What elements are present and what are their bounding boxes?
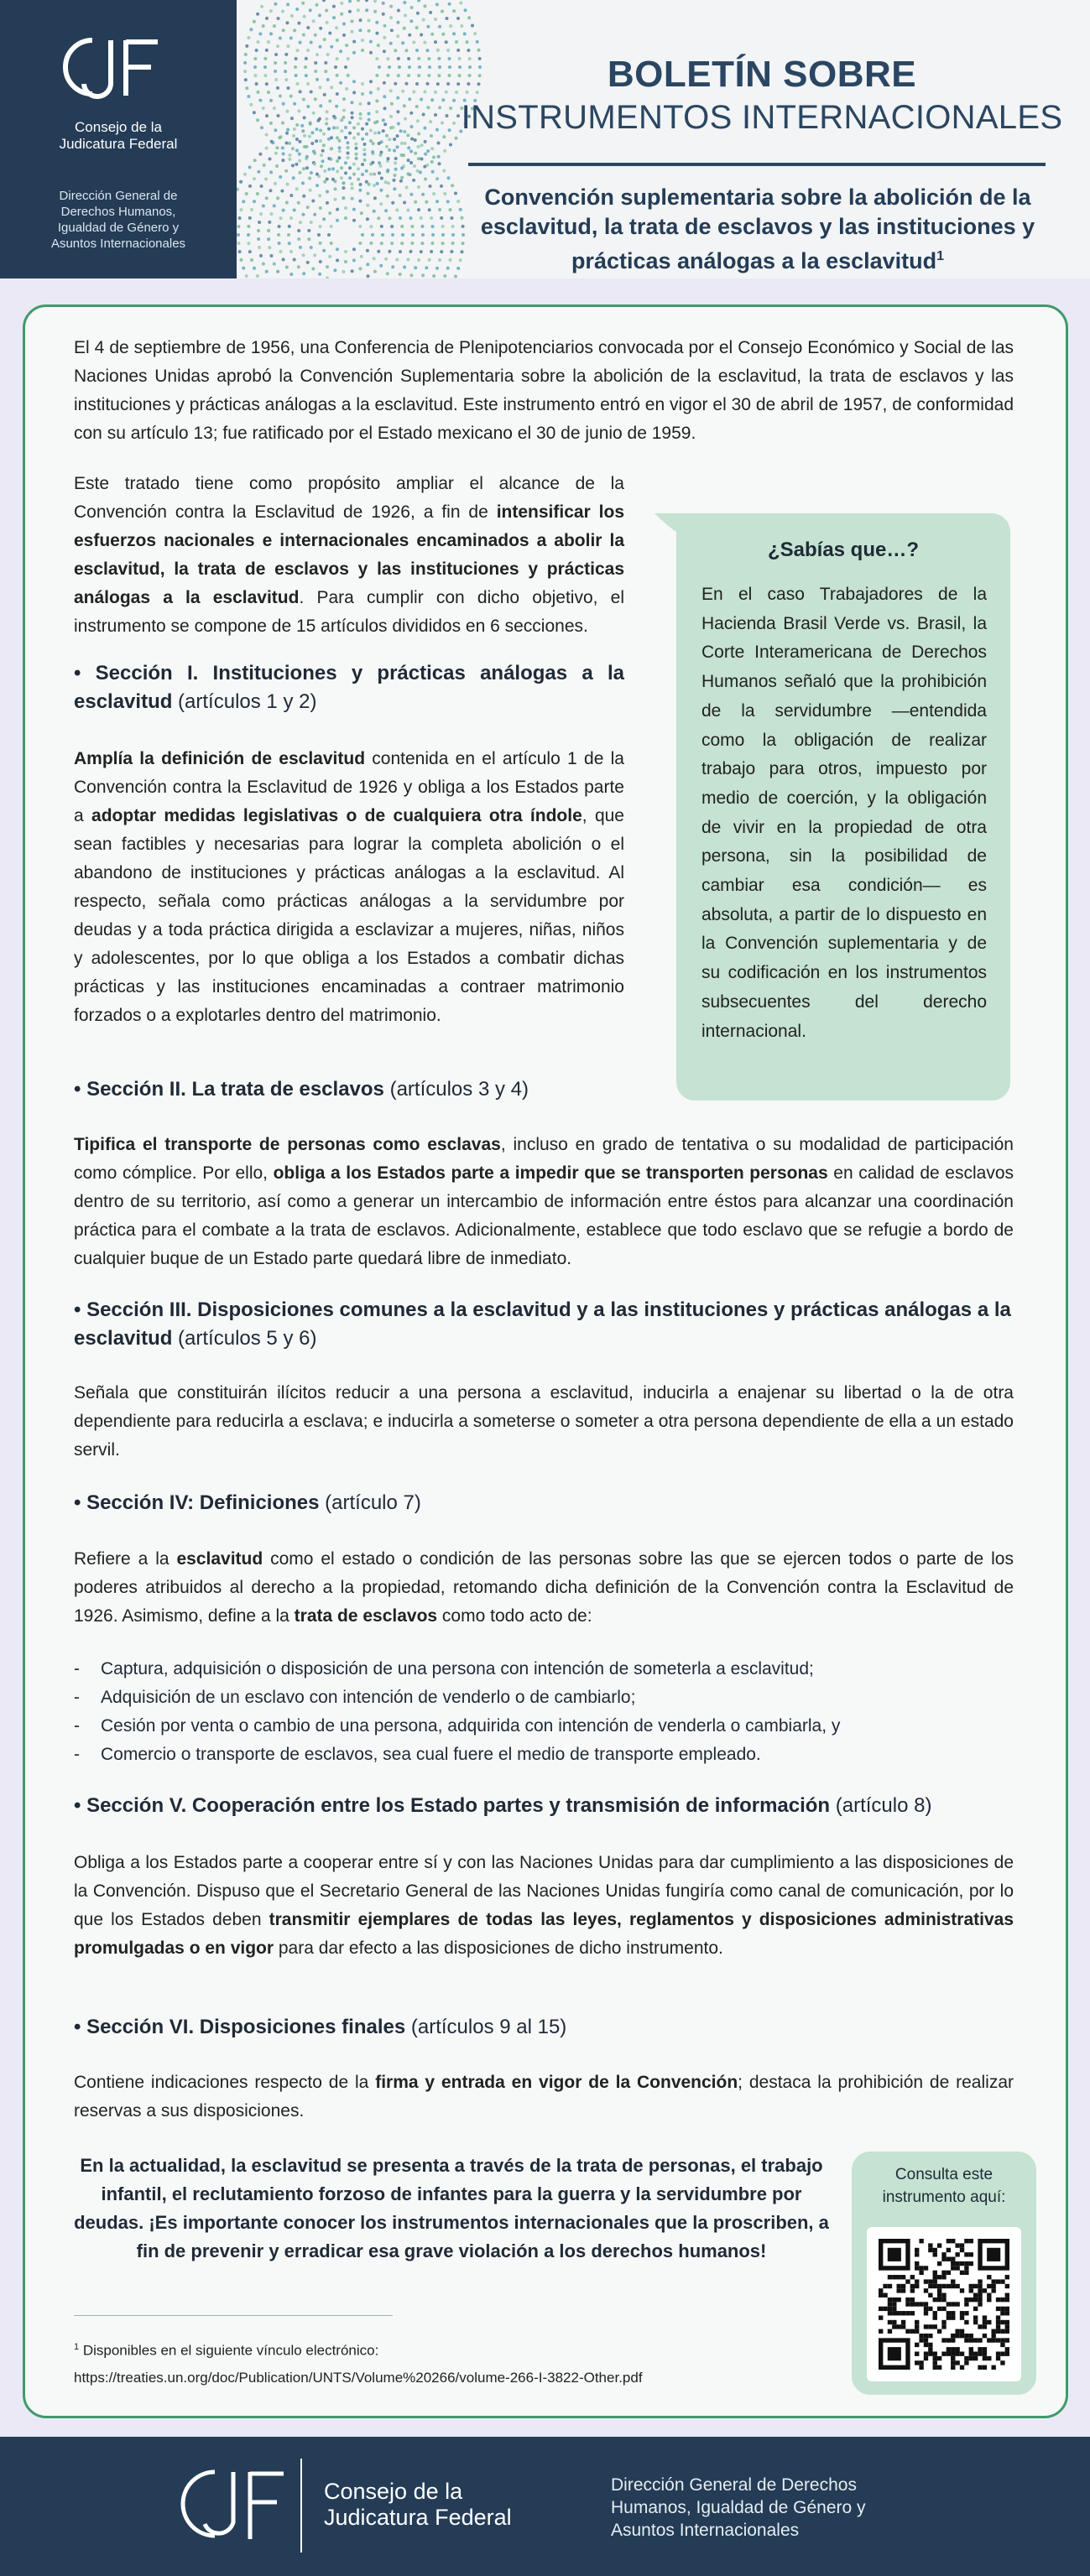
footnote-divider [74, 2315, 393, 2316]
decorative-dot-pattern [237, 0, 488, 278]
section-5-heading: • Sección V. Cooperación entre los Estado partes y transmisión de información (artículo 8) [74, 1794, 932, 1817]
list-item: - Comercio o transporte de esclavos, sea cual fuere el medio de transporte empleado. [74, 1741, 1014, 1769]
slave-trade-acts-list [74, 1655, 1014, 1769]
bulletin-title-line2: INSTRUMENTOS INTERNACIONALES [461, 99, 1063, 136]
title-divider [468, 163, 1046, 166]
footer-divider [300, 2459, 302, 2553]
brand-department: Dirección General de Derechos Humanos, Igualdad de Género y Asuntos Internacionales [50, 189, 186, 251]
cjf-logo-icon [59, 34, 176, 101]
section-2-heading: • Sección II. La trata de esclavos (artículos 3 y 4) [74, 1078, 529, 1101]
section-4-heading: • Sección IV: Definiciones (artículo 7) [74, 1491, 421, 1514]
section-6-heading: • Sección VI. Disposiciones finales (artículos 9 al 15) [74, 2016, 567, 2038]
section-2-text: Tipifica el transporte de personas como esclavas, incluso en grado de tentativa o su modalidad de participación como cómplice. Por ello, obliga a los Estados parte a impedir que se transporten personas en calidad de esclavos dentro de su territorio, así como a generar un intercambio de información entre éstos para alcanzar una coordinación práctica para el combate a la trata de esclavos. Adicionalmente, establece que todo esclavo que se refugie a bordo de cualquier buque de un Estado parte quedará libre de inmediato. [74, 1135, 1014, 1268]
section-6-text: Contiene indicaciones respecto de la firma y entrada en vigor de la Convención; destaca la prohibición de realizar reservas a sus disposiciones. [74, 2073, 1014, 2121]
footnote-link[interactable]: https://treaties.un.org/doc/Publication/UNTS/Volume%20266/volume-266-I-3822-Other.pdf [74, 2369, 643, 2386]
header [0, 0, 1090, 278]
did-you-know-title: ¿Sabías que…? [767, 539, 920, 561]
did-you-know-box [655, 513, 1010, 1101]
did-you-know-text: En el caso Trabajadores de la Hacienda Brasil Verde vs. Brasil, la Corte Interamericana de Derechos Humanos señaló que la prohibición de la servidumbre —entendida como la obligación de realizar trabajo para otros, impuesto por medio de coerción, y la obligación de vivir en la propiedad de otra persona, sin la posibilidad de cambiar esa condición— es absoluta, a partir de lo dispuesto en la Convención suplementaria y de su codificación en los instrumentos subsecuentes del derecho internacional. [701, 585, 987, 1041]
qr-panel [852, 2152, 1036, 2395]
section-3-text: Señala que constituirán ilícitos reducir a una persona a esclavitud, inducirla a enajenar su libertad o la de otra dependiente para reducirla a esclava; e inducirla a someterse o someter a otra persona dependiente de ella a un estado servil. [74, 1383, 1014, 1460]
footer [0, 2437, 1090, 2576]
section-1-heading: • Sección I. Instituciones y prácticas análogas a la esclavitud (artículos 1 y 2) [74, 662, 624, 713]
list-item: - Adquisición de un esclavo con intención de venderlo o de cambiarlo; [74, 1684, 1014, 1712]
section-3-heading: • Sección III. Disposiciones comunes a la esclavitud y a las instituciones y prácticas análogas a la esclavitud (artículos 5 y 6) [74, 1298, 1011, 1350]
qr-label: Consulta este instrumento aquí: [882, 2166, 1006, 2206]
qr-code-icon[interactable] [879, 2239, 1009, 2370]
footnote-ref: 1 [936, 249, 945, 263]
intro-paragraph: El 4 de septiembre de 1956, una Conferencia de Plenipotenciarios convocada por el Consejo Económico y Social de las Naciones Unidas aprobó la Convención Suplementaria sobre la abolición de la esclavitud, la trata de esclavos y las instituciones y prácticas análogas a la esclavitud. Este instrumento entró en vigor el 30 de abril de 1957, de conformidad con su artículo 13; fue ratificado por el Estado mexicano el 30 de junio de 1959. [74, 338, 1014, 443]
document-subtitle: Convención suplementaria sobre la abolición de la esclavitud, la trata de esclavos y las instituciones y prácticas análogas a la esclavitud$^1$ [480, 185, 1035, 273]
list-item: - Cesión por venta o cambio de una persona, adquirida con intención de venderla o cambiarla, y [74, 1712, 1014, 1741]
section-5-text: Obliga a los Estados parte a cooperar entre sí y con las Naciones Unidas para dar cumplimiento a las disposiciones de la Convención. Dispuso que el Secretario General de las Naciones Unidas fungiría como canal de comunicación, por lo que los Estados deben transmitir ejemplares de todas las leyes, reglamentos y disposiciones administrativas promulgadas o en vigor para dar efecto a las disposiciones de dicho instrumento. [74, 1853, 1014, 1958]
list-item: - Captura, adquisición o disposición de una persona con intención de someterla a esclavitud; [74, 1655, 1014, 1684]
brand-panel [0, 0, 237, 278]
purpose-paragraph: Este tratado tiene como propósito ampliar el alcance de la Convención contra la Esclavitud de 1926, a fin de intensificar los esfuerzos nacionales e internacionales encaminados a abolir la esclavitud, la trata de esclavos y las instituciones y prácticas análogas a la esclavitud. Para cumplir con dicho objetivo, el instrumento se compone de 15 artículos divididos en 6 secciones. [74, 474, 624, 636]
footer-department: Dirección General de Derechos Humanos, Igualdad de Género y Asuntos Internacionales [611, 2475, 866, 2540]
footnote: $^1$ Disponibles en el siguiente vínculo electrónico: https://treaties.un.org/doc/Publication/UNTS/Volume%20266/volume-266-I-3822-Other.pdf [74, 2334, 829, 2391]
cjf-logo-icon [180, 2462, 289, 2546]
bulletin-title-line1: BOLETÍN SOBRE [607, 54, 917, 95]
footer-brand-name: Consejo de la Judicatura Federal [324, 2479, 512, 2530]
closing-statement: En la actualidad, la esclavitud se presenta a través de la trata de personas, el trabajo infantil, el reclutamiento forzoso de infantes para la guerra y la servidumbre por deudas. ¡Es importante conocer los instrumentos internacionales que la proscriben, a fin de prevenir y erradicar esa grave violación a los derechos humanos! [74, 2155, 829, 2261]
brand-name: Consejo de la Judicatura Federal [59, 119, 178, 152]
section-4-text: Refiere a la esclavitud como el estado o condición de las personas sobre las que se ejercen todos o parte de los poderes atribuidos al derecho a la propiedad, retomando dicha definición de la Convención contra la Esclavitud de 1926. Asimismo, define a la trata de esclavos como todo acto de: [74, 1549, 1014, 1626]
section-1-text: Amplía la definición de esclavitud contenida en el artículo 1 de la Convención contra la Esclavitud de 1926 y obliga a los Estados parte a adoptar medidas legislativas o de cualquiera otra índole, que sean factibles y necesarias para lograr la completa abolición o el abandono de instituciones y prácticas análogas a la esclavitud. Al respecto, señala como prácticas análogas a la servidumbre por deudas y a toda práctica dirigida a esclavizar a mujeres, niñas, niños y adolescentes, por lo que obliga a los Estados a combatir dichas prácticas y las instituciones encaminadas a contraer matrimonio forzados o a explotarles dentro del matrimonio. [74, 749, 624, 1025]
